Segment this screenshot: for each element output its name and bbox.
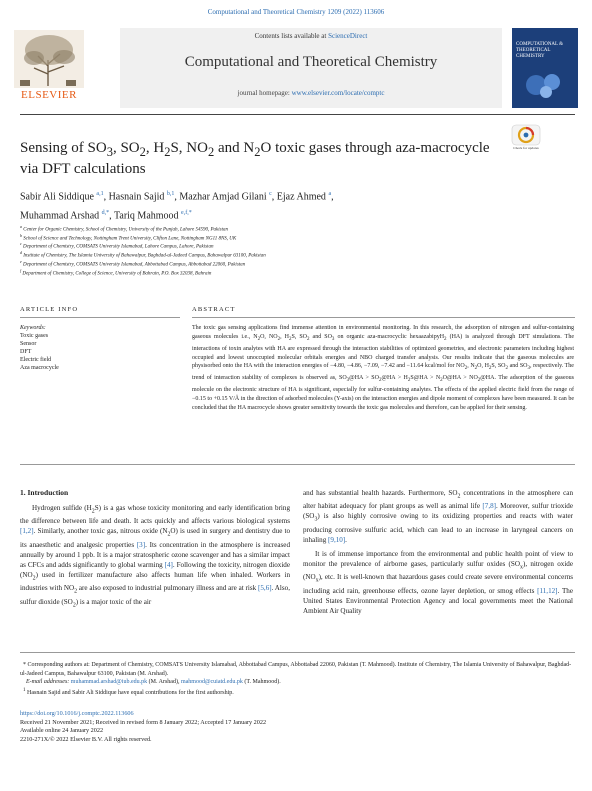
publisher-name: ELSEVIER xyxy=(21,89,77,101)
intro-right-column xyxy=(303,488,573,616)
check-for-updates-badge[interactable] xyxy=(511,124,541,160)
abstract-heading: ABSTRACT xyxy=(192,306,236,313)
footnote: E-mail addresses: muhammad.arshad@iub.edu.pk (M. Arshad), mahmood@cuiatd.edu.pk (T. Mahmood). xyxy=(26,679,281,685)
affiliation-e: $^e$ Department of Chemistry, COMSATS University Islamabad, Abbottabad Campus, Abbottabad 22060, Pakistan xyxy=(20,258,246,268)
article-title: Sensing of $SO_3$, $SO_2$, $H_2S$, $NO_2$ and $N_2O$ toxic gases through aza-macrocycle via DFT calculations xyxy=(20,140,490,177)
affiliation-c: $^c$ Department of Chemistry, COMSATS University Islamabad, Lahore Campus, Lahore, Pakistan xyxy=(20,241,214,251)
paragraph: and has substantial health hazards. Furthermore, $SO_2$ concentrations in the atmosphere can alter habitat adequacy for plant groups as well as animal life [7,8]. Moreover, sulfur trioxide $(SO_3)$ is also highly corrosive owing to its oxidizing properties and reacts with water producing corrosive sulfuric acid, which can lead to an increase in laryngeal cancers on inhaling [9,10]. xyxy=(303,489,574,544)
keyword: Electric field xyxy=(20,357,52,363)
journal-reference[interactable]: Computational and Theoretical Chemistry 1209 (2022) 113606 xyxy=(207,8,385,16)
abstract-bottom-rule xyxy=(20,464,575,465)
contents-prefix: Contents lists available at xyxy=(254,32,329,40)
doi-link[interactable]: https://doi.org/10.1016/j.comptc.2022.113606 xyxy=(20,710,134,717)
introduction-heading: 1. Introduction xyxy=(20,488,69,497)
keyword: Sensor xyxy=(20,341,37,347)
received-dates: Received 21 November 2021; Received in revised form 8 January 2022; Accepted 17 January 2022 xyxy=(20,718,267,726)
paragraph: Hydrogen sulfide $(H_2S)$ is a gas whose toxicity monitoring and early identification bring the difference between life and death. It acts quickly and affects various biological systems [1,2]. Similarly, another toxic gas, nitrous oxide $(N_2O)$ is used in surgery and dentistry due to its anaesthetic and analgesic properties [3]. Its concentration in the atmosphere is increased annually by around 1 ppb. It is a major stratospheric ozone scavenger and has a similar impact as CFCs and adds significantly to global warming [4]. Following the toxicity, nitrogen dioxide $(NO_2)$ used in fertilizer manufacture also affects human life when inhaled. Workers in industries with $NO_2$ are also exposed to industrial pulmonary illness and are at risk [5,6]. Also, sulfur dioxide $(SO_2)$ is a major toxic of the air xyxy=(20,504,290,609)
keywords-list xyxy=(20,332,160,372)
footnotes xyxy=(20,661,575,697)
footnote-rule xyxy=(20,652,575,653)
article-info-heading: ARTICLE INFO xyxy=(20,306,79,313)
abstract-text: The toxic gas sensing applications find immense attention in environmental monitoring. In this research, the adsorption of nitrogen and sulfur-containing gaseous molecules i.e., $N_2O$, $NO_2$, $H_2S$, $SO_2$ and $SO_3$ on organic aza-macrocyclic hexaazabipyH$_2$ (HA) is analyzed through DFT simulations. The interactions of toxin analytes with HA are expressed through the interaction stabilities of optimized geometries, and electronic parameters including highest occupied and lowest unoccupied molecular orbitals energies and NBO charged transfer analysis. Our results indicate that the gaseous molecules are physisorbed onto the HA with the interaction energies of −4.80, −4.86, −7.09, −7.42 and −11.64 kcal/mol for $NO_2$, $N_2O$, $H_2S$, $SO_2$ and $SO_3$, respectively. The trend of interaction stability of complexes is observed as, $SO_3@HA$ > $SO_2@HA$ > $H_2S@HA$ > $N_2O@HA$ > $NO_2@HA$. The adsorption of the gaseous molecule on the electronic structure of HA is significant, especially for sulfur-containing analytes. The effects of the applied electric field from the range of −0.15 to +0.15 V/Å in the direction of adsorbed molecules (Y-axis) on the interaction energies and dipole moment of complexes have been measured. It can be concluded that the HA macrocycle shows greater sensitivity towards the toxic gas molecules and therefore, can be applied for their sensing. xyxy=(192,325,575,411)
footnote: $^1$ Hasnain Sajid and Sabir Ali Siddique have equal contributions for the first authorship. xyxy=(23,687,234,696)
keywords-label: Keywords: xyxy=(20,325,46,331)
affiliation-a: $^a$ Center for Organic Chemistry, School of Chemistry, University of the Punjab, Lahore 54590, Pakistan xyxy=(20,224,229,233)
keyword: DFT xyxy=(20,349,32,355)
keyword: Toxic gases xyxy=(20,333,49,339)
author-list: Sabir Ali Siddique $^{a,1}$, Hasnain Sajid $^{b,1}$, Mazhar Amjad Gilani $^c$, Ejaz Ahmed $^a$, Muhammad Arshad $^{d,*}$, Tariq Mahmood $^{e,f,*}$ xyxy=(20,191,334,222)
cover-graphic-icon xyxy=(518,68,572,102)
available-online: Available online 24 January 2022 xyxy=(20,727,104,735)
contents-line xyxy=(120,32,502,40)
cover-title: COMPUTATIONAL & THEORETICAL CHEMISTRY xyxy=(516,42,564,59)
keyword: Aza macrocycle xyxy=(20,365,59,371)
article-info-rule xyxy=(20,317,180,318)
affiliation-d: $^d$ Institute of Chemistry, The Islamia University of Bahawalpur, Baghdad-ul-Jadeed Campus, Bahawalpur 63100, Pakistan xyxy=(20,250,266,259)
article-history xyxy=(20,710,575,744)
header-rule xyxy=(20,114,575,115)
affiliation-b: $^b$ School of Science and Technology, Nottingham Trent University, Clifton Lane, Nottingham NG11 8NS, UK xyxy=(20,232,237,242)
check-updates-icon xyxy=(511,124,541,146)
copyright: 2210-271X/© 2022 Elsevier B.V. All rights reserved. xyxy=(20,735,152,743)
abstract-rule xyxy=(192,317,575,318)
homepage-line xyxy=(120,89,502,97)
footnote: * Corresponding authors at: Department of Chemistry, COMSATS University Islamabad, Abbottabad Campus, Abbottabad 22060, Pakistan (T. Mahmood). Institute of Chemistry, The Islamia University of Bahawalpur, Baghdad-ul-Jadeed Campus, Bahawalpur 63100, Pakistan (M. Arshad). xyxy=(20,662,572,677)
sciencedirect-link[interactable]: ScienceDirect xyxy=(328,32,368,40)
intro-left-column xyxy=(20,503,290,610)
check-updates-label: Check for updates xyxy=(513,146,539,150)
affiliation-f: $^f$ Department of Chemistry, College of Science, University of Bahrain, P.O. Box 32038, Bahrain xyxy=(20,267,212,277)
keywords-block xyxy=(20,324,160,372)
journal-homepage-link[interactable]: www.elsevier.com/locate/comptc xyxy=(291,89,385,97)
journal-title: Computational and Theoretical Chemistry xyxy=(184,54,438,70)
paragraph: It is of immense importance from the environmental and public health point of view to monitor the prevalence of airborne gases, particularly sulfur oxides $(SO_x)$, nitrogen oxide $(NO_x)$, etc. It is well-known that hazardous gases could create severe environmental concerns including acid rain, greenhouse effects, ozone layer depletion, or smog effects [11,12]. The United States Environmental Protection Agency and local governments meet the National Ambient Air Quality xyxy=(303,549,573,615)
homepage-prefix: journal homepage: xyxy=(237,89,292,97)
journal-cover[interactable] xyxy=(512,28,578,108)
